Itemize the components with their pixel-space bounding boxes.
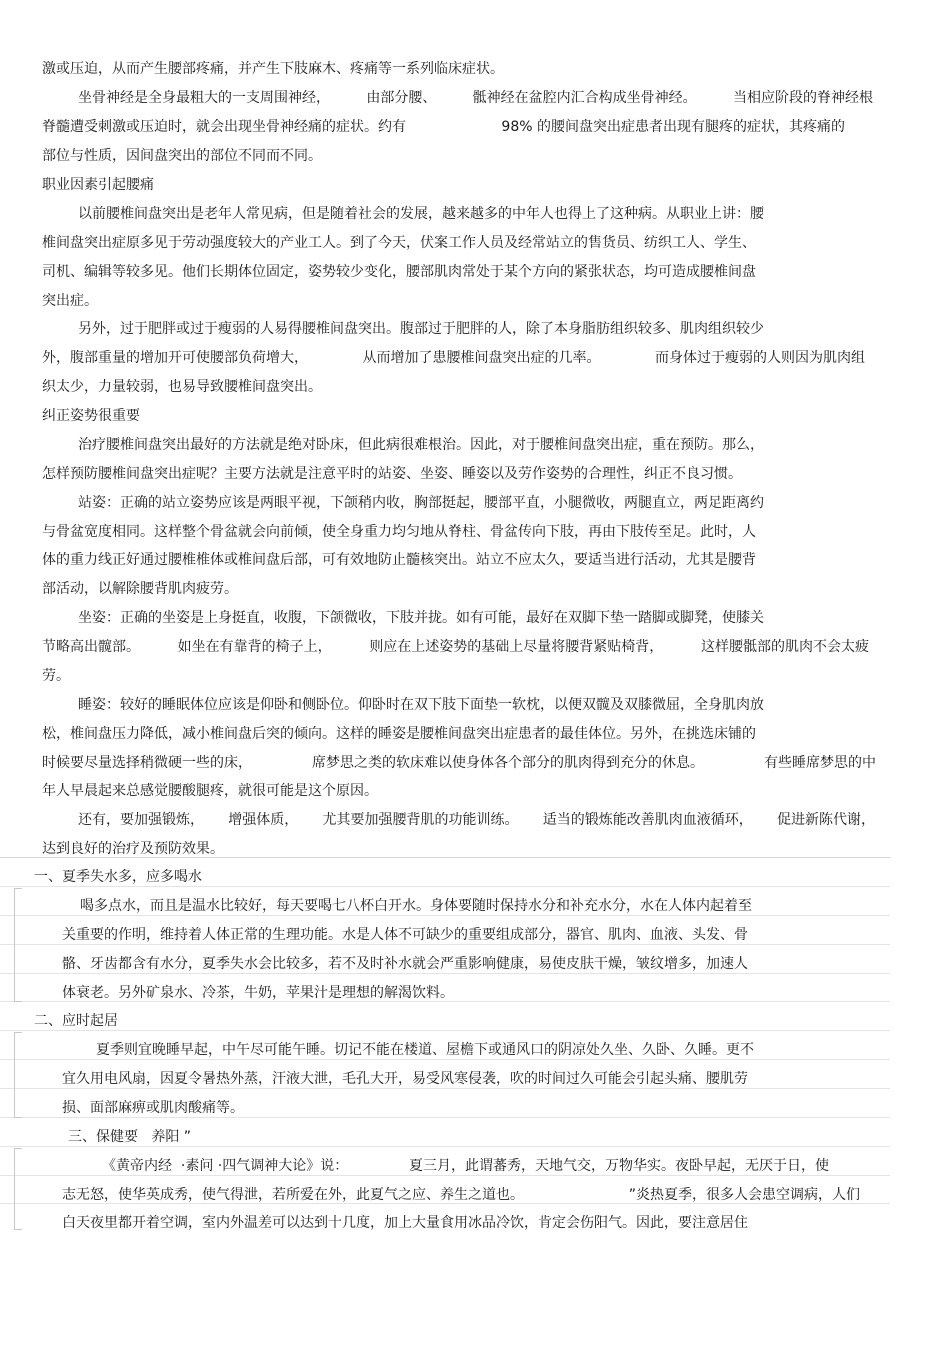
text-line: [62, 1214, 748, 1232]
frame-line: [0, 1175, 890, 1176]
text-line: [78, 609, 764, 627]
text-line: [62, 1186, 860, 1204]
text-segment: 职业因素引起腰痛: [42, 177, 154, 193]
text-segment: 纠正姿势很重要: [42, 408, 140, 424]
text-line: [78, 436, 764, 454]
text-segment: 骼、牙齿都含有水分，夏季失水会比较多，若不及时补水就会严重影响健康，易使皮肤干燥，皱纹增多，加速人: [62, 956, 748, 972]
text-segment: 时候要尽量选择稍微硬一些的床，: [42, 755, 252, 771]
text-segment: 有些睡席梦思的中: [764, 755, 876, 771]
text-segment: 二、应时起居: [34, 1013, 118, 1029]
text-line: [42, 176, 154, 194]
text-line: [78, 696, 764, 714]
text-segment: 达到良好的治疗及预防效果。: [42, 841, 224, 857]
bracket-mark: [14, 1148, 22, 1230]
text-segment: 以前腰椎间盘突出是老年人常见病，但是随着社会的发展，越来越多的中年人也得上了这种病。从职业上讲：腰: [78, 206, 764, 222]
text-segment: 则应在上述姿势的基础上尽量将腰背紧贴椅背，: [369, 639, 664, 655]
text-segment: 突出症。: [42, 293, 98, 309]
text-segment: 席梦思之类的软床难以使身体各个部分的肌肉得到充分的休息。: [312, 755, 704, 771]
text-segment: 这样腰骶部的肌肉不会太疲: [700, 639, 869, 655]
text-segment: 激或压迫，从而产生腰部疼痛，并产生下肢麻木、疼痛等一系列临床症状。: [42, 61, 504, 77]
text-line: [62, 1070, 748, 1088]
text-segment: 夏三月，此谓蕃秀，天地气交，万物华实。夜卧早起，无厌于日，使: [409, 1158, 829, 1174]
text-segment: 与骨盆宽度相同。这样整个骨盆就会向前倾，使全身重力均匀地从脊柱、骨盆传向下肢，再由下肢传至足。此时，人: [42, 524, 756, 540]
text-segment: 损、面部麻痹或肌肉酸痛等。: [62, 1100, 244, 1116]
frame-line: [0, 1117, 890, 1118]
text-segment: 促进新陈代谢，: [777, 812, 875, 828]
text-line: [68, 1128, 191, 1146]
text-segment: 怎样预防腰椎间盘突出症呢？主要方法就是注意平时的站姿、坐姿、睡姿以及劳作姿势的合理性，纠正不良习惯。: [42, 466, 742, 482]
text-line: [42, 551, 756, 569]
text-segment: 而身体过于瘦弱的人则因为肌肉组: [655, 350, 865, 366]
text-segment: 从而增加了患腰椎间盘突出症的几率。: [362, 350, 601, 366]
text-segment: 三、保健要 养阳 ”: [68, 1129, 192, 1145]
text-line: [42, 147, 322, 165]
text-segment: 骶神经在盆腔内汇合构成坐骨神经。: [472, 90, 697, 106]
text-segment: 站姿：正确的站立姿势应该是两眼平视，下颌稍内收，胸部挺起，腰部平直，小腿微收，两腿直立，两足距离约: [78, 495, 764, 511]
text-line: [102, 1157, 829, 1175]
text-line: [80, 897, 752, 915]
text-line: [42, 118, 845, 136]
text-segment: 98% 的腰间盘突出症患者出现有腿疼的症状，其疼痛的: [501, 119, 845, 135]
text-line: [42, 782, 378, 800]
text-segment: 坐姿：正确的坐姿是上身挺直，收腹，下颌微收，下肢并拢。如有可能，最好在双脚下垫一踏脚或脚凳，使膝关: [78, 610, 764, 626]
text-segment: 白天夜里都开着空调，室内外温差可以达到十几度，加上大量食用冰品冷饮，肯定会伤阳气。因此，要注意居住: [62, 1215, 748, 1231]
text-segment: 睡姿：较好的睡眠体位应该是仰卧和侧卧位。仰卧时在双下肢下面垫一软枕，以便双髋及双膝微屈，全身肌肉放: [78, 697, 764, 713]
text-segment: 还有，要加强锻炼，: [78, 812, 204, 828]
text-line: [42, 725, 756, 743]
text-line: [34, 1012, 118, 1030]
text-line: [96, 1041, 754, 1059]
text-segment: 宜久用电风扇，因夏令暑热外蒸，汗液大泄，毛孔大开，易受风寒侵袭，吹的时间过久可能会引起头痛、腰肌劳: [62, 1071, 748, 1087]
frame-line: [0, 1146, 890, 1147]
text-line: [78, 89, 873, 107]
text-line: [42, 60, 504, 78]
text-line: [62, 1099, 244, 1117]
frame-line: [0, 886, 890, 887]
frame-line: [0, 1088, 890, 1089]
text-segment: 治疗腰椎间盘突出最好的方法就是绝对卧床，但此病很难根治。因此，对于腰椎间盘突出症，重在预防。那么，: [78, 437, 764, 453]
text-segment: 志无怒，使华英成秀，使气得泄，若所爱在外，此夏气之应、养生之道也。: [62, 1187, 524, 1203]
text-line: [42, 378, 322, 396]
text-line: [78, 811, 875, 829]
frame-line: [0, 973, 890, 974]
text-segment: 《黄帝内经 ·素问 ·四气调神大论》说：: [102, 1158, 349, 1174]
frame-line: [0, 1030, 890, 1031]
text-line: [34, 868, 202, 886]
text-segment: 喝多点水，而且是温水比较好，每天要喝七八杯白开水。身体要随时保持水分和补充水分，水在人体内起着至: [80, 898, 752, 914]
text-segment: 当相应阶段的脊神经根: [732, 90, 873, 106]
text-line: [42, 840, 224, 858]
text-segment: 体的重力线正好通过腰椎椎体或椎间盘后部，可有效地防止髓核突出。站立不应太久，要适当进行活动，尤其是腰背: [42, 552, 756, 568]
text-line: [42, 292, 98, 310]
bracket-mark: [14, 888, 22, 1002]
text-segment: 增强体质，: [228, 812, 299, 828]
frame-line: [0, 944, 890, 945]
text-segment: 如坐在有靠背的椅子上，: [177, 639, 332, 655]
text-line: [42, 465, 742, 483]
text-segment: ”炎热夏季，很多人会患空调病，人们: [628, 1187, 860, 1203]
text-line: [62, 926, 748, 944]
text-segment: 另外，过于肥胖或过于瘦弱的人易得腰椎间盘突出。腹部过于肥胖的人，除了本身脂肪组织较多、肌肉组织较少: [78, 321, 764, 337]
text-segment: 司机、编辑等较多见。他们长期体位固定，姿势较少变化，腰部肌肉常处于某个方向的紧张状态，均可造成腰椎间盘: [42, 264, 756, 280]
text-segment: 体衰老。另外矿泉水、冷茶，牛奶，苹果汁是理想的解渴饮料。: [62, 985, 454, 1001]
text-line: [42, 234, 756, 252]
text-segment: 关重要的作明，维持着人体正常的生理功能。水是人体不可缺少的重要组成部分，器官、肌肉、血液、头发、骨: [62, 927, 748, 943]
text-segment: 织太少，力量较弱，也易导致腰椎间盘突出。: [42, 379, 322, 395]
text-line: [42, 263, 756, 281]
text-line: [78, 320, 764, 338]
text-segment: 椎间盘突出症原多见于劳动强度较大的产业工人。到了今天，伏案工作人员及经常站立的售货员、纺织工人、学生、: [42, 235, 756, 251]
text-line: [62, 955, 748, 973]
text-segment: 尤其要加强腰背肌的功能训练。: [322, 812, 519, 828]
text-segment: 由部分腰、: [366, 90, 437, 106]
text-segment: 部位与性质，因间盘突出的部位不同而不同。: [42, 148, 322, 164]
bracket-mark: [14, 1032, 22, 1118]
text-line: [62, 984, 454, 1002]
text-line: [42, 667, 70, 685]
text-segment: 劳。: [42, 668, 70, 684]
text-segment: 适当的锻炼能改善肌肉血液循环，: [542, 812, 753, 828]
text-line: [42, 407, 140, 425]
text-line: [78, 494, 764, 512]
text-segment: 节略高出髋部。: [42, 639, 140, 655]
text-segment: 夏季则宜晚睡早起，中午尽可能午睡。切记不能在楼道、屋檐下或通风口的阴凉处久坐、久卧、久睡。更不: [96, 1042, 754, 1058]
text-segment: 坐骨神经是全身最粗大的一支周围神经，: [78, 90, 330, 106]
text-segment: 脊髓遭受刺激或压迫时，就会出现坐骨神经痛的症状。约有: [42, 119, 406, 135]
text-line: [42, 523, 756, 541]
text-segment: 部活动，以解除腰背肌肉疲劳。: [42, 581, 238, 597]
frame-line: [0, 915, 890, 916]
frame-line: [0, 1059, 890, 1060]
text-segment: 松，椎间盘压力降低，减小椎间盘后突的倾向。这样的睡姿是腰椎间盘突出症患者的最佳体位。另外，在挑选床铺的: [42, 726, 756, 742]
text-segment: 外，腹部重量的增加开可使腰部负荷增大，: [42, 350, 308, 366]
text-line: [42, 638, 869, 656]
text-line: [42, 754, 876, 772]
text-line: [42, 349, 865, 367]
text-segment: 一、夏季失水多，应多喝水: [34, 869, 202, 885]
text-line: [42, 580, 238, 598]
text-segment: 年人早晨起来总感觉腰酸腿疼，就很可能是这个原因。: [42, 783, 378, 799]
text-line: [78, 205, 764, 223]
